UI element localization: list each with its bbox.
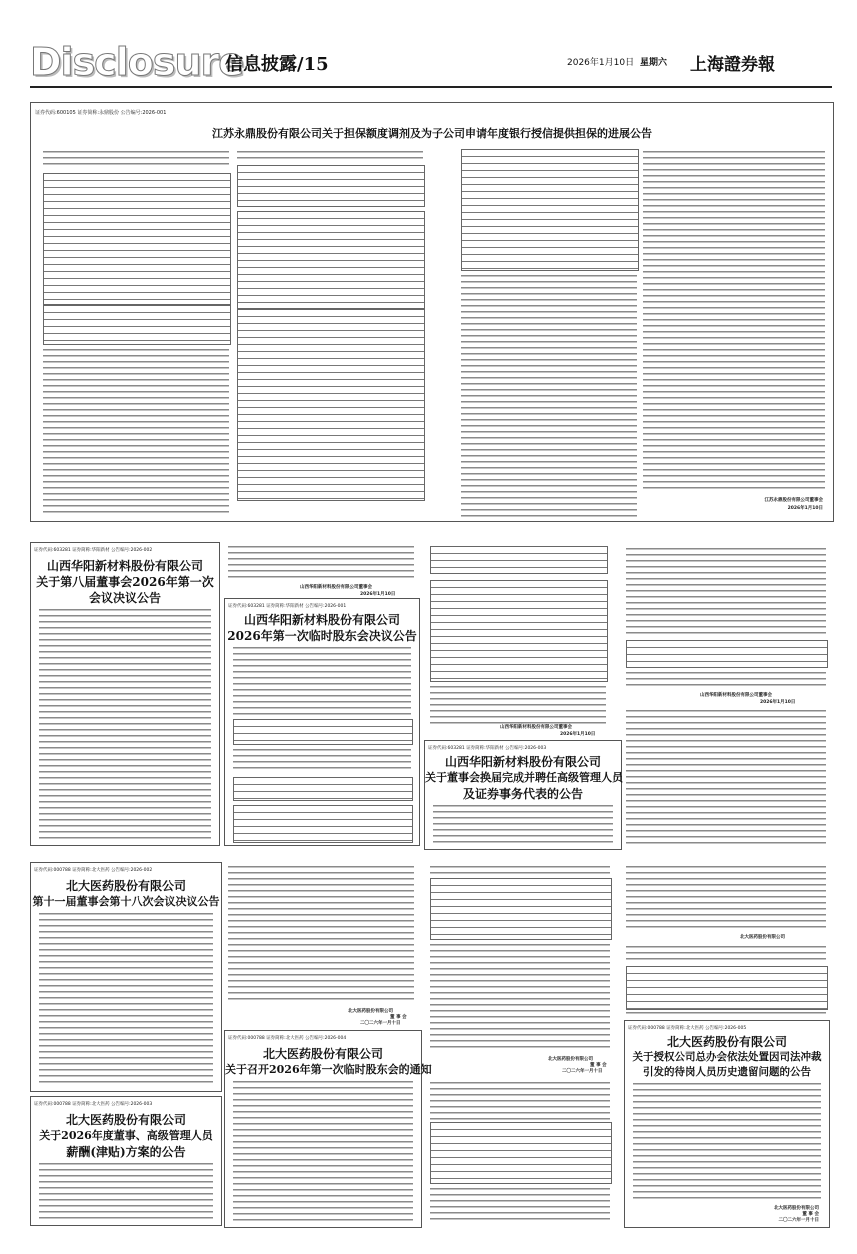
article-code: 证券代码:603281 证券简称:华阳新材 公告编号:2026-002 [34,548,153,553]
article-title-line2: 关于召开2026年第一次临时股东会的通知 [225,1063,432,1076]
signature-date: 2026年1月10日 [560,732,596,737]
guarantee-table [43,173,231,305]
signature-org: 山西华阳新材料股份有限公司董事会 [500,725,572,730]
article-pku-meeting-notice [224,1030,432,1228]
article-code: 证券代码:000788 证券简称:北大医药 公告编号:2026-004 [228,1036,347,1041]
text-column [633,1081,821,1201]
signature-date: 二〇二六年一月十日 [360,1021,401,1026]
article-yongding [30,102,834,522]
subsidiary-info-table [461,149,639,271]
signature-org: 北大医药股份有限公司 [348,1009,393,1014]
article-title-line3: 引发的待岗人员历史遗留问题的公告 [643,1066,811,1078]
article-code: 证券代码:603281 证券简称:华阳新材 公告编号:2026-001 [228,604,347,609]
text-column [461,273,637,517]
guarantee-summary-table [43,305,231,345]
text-column [430,942,610,1052]
article-title-line1: 北大医药股份有限公司 [65,1113,186,1127]
article-pku-authorization [624,1020,830,1228]
text-column [233,747,411,773]
signature-org: 山西华阳新材料股份有限公司董事会 [300,585,372,590]
article-title-line2: 2026年第一次临时股东会决议公告 [227,629,417,643]
signature-org-2: 董 事 会 [802,1212,819,1217]
article-title-line1: 山西华阳新材料股份有限公司 [444,755,601,769]
text-column [233,1079,413,1223]
article-title: 江苏永鼎股份有限公司关于担保额度调剂及为子公司申请年度银行授信提供担保的进展公告 [212,127,652,140]
signature-org: 北大医药股份有限公司 [548,1057,593,1062]
article-title-line1: 山西华阳新材料股份有限公司 [243,613,400,627]
director-election-table [430,580,608,682]
text-column [228,864,414,1004]
text-column [39,911,213,1087]
signature-date: 2026年1月10日 [760,700,796,705]
signature-date: 2026年1月10日 [787,506,823,511]
vote-table [233,805,413,843]
article-title-line2: 关于董事会换届完成并聘任高级管理人员 [425,771,623,784]
text-column [233,645,411,717]
text-column [39,1161,213,1221]
article-code: 证券代码:603281 证券简称:华阳新材 公告编号:2026-003 [428,746,547,751]
article-title-line1: 北大医药股份有限公司 [262,1047,383,1061]
text-column [626,546,826,636]
article-pku-board [30,862,222,1092]
article-code: 证券代码:000788 证券简称:北大医药 公告编号:2026-003 [34,1102,153,1107]
agenda-table [430,878,612,940]
article-code: 证券代码:600105 证券简称:永鼎股份 公告编号:2026-001 [35,110,167,116]
text-column [626,708,826,848]
article-huayang-meeting [224,598,420,846]
text-column [626,670,826,690]
signature-date: 二〇二六年一月十日 [778,1218,819,1223]
signature-org: 山西华阳新材料股份有限公司董事会 [700,693,772,698]
section-title: 信息披露/15 [225,54,329,75]
article-pku-compensation [30,1096,222,1226]
contact-table [626,640,828,668]
text-column [626,864,826,928]
dateline [567,55,667,68]
text-column [643,149,825,489]
subsidiary-info-table [237,211,425,309]
disclosure-logo: Disclosure [30,40,244,84]
signature-org-2: 董 事 会 [390,1015,407,1020]
ballot-table [626,966,828,1010]
signature-org: 江苏永鼎股份有限公司董事会 [764,498,823,503]
issue-weekday: 星期六 [639,58,667,68]
text-column [430,864,610,874]
article-title-line1: 北大医药股份有限公司 [65,879,186,893]
article-title-line2: 关于授权公司总办会依法处置因司法冲裁 [632,1051,822,1063]
signature-org-2: 董 事 会 [590,1063,607,1068]
text-column [430,684,606,724]
proxy-table [430,1122,612,1184]
article-title-line3: 及证券事务代表的公告 [462,787,583,801]
text-column [626,1010,826,1018]
signature-date: 二〇二六年一月十日 [562,1069,603,1074]
signature-org: 北大医药股份有限公司 [740,935,785,940]
text-column [433,803,613,845]
signature-org: 北大医药股份有限公司 [774,1206,819,1211]
adjustment-table [237,165,425,207]
vote-table [430,546,608,574]
article-code: 证券代码:000788 证券简称:北大医药 公告编号:2026-002 [34,868,153,873]
text-column [430,1080,610,1120]
article-title-line3: 会议决议公告 [88,591,161,605]
text-column [228,544,414,580]
article-title-line3: 薪酬(津贴)方案的公告 [66,1145,186,1159]
text-column [626,944,826,964]
article-huayang-board [30,542,220,846]
article-huayang-executives [424,740,622,850]
article-code: 证券代码:000788 证券简称:北大医药 公告编号:2026-005 [628,1026,747,1031]
text-column [43,347,229,517]
article-title-line2: 第十一届董事会第十八次会议决议公告 [32,895,220,908]
article-title-line2: 关于2026年度董事、高级管理人员 [39,1129,213,1142]
header-rule [30,86,832,88]
vote-table [233,777,413,801]
article-title-line1: 北大医药股份有限公司 [666,1035,787,1049]
newspaper-brand: 上海證券報 [690,55,775,75]
text-column [237,149,423,161]
article-title-line1: 山西华阳新材料股份有限公司 [46,559,203,573]
issue-date: 2026年1月10日 [567,58,635,68]
vote-table [233,719,413,745]
text-column [43,149,229,169]
text-column [430,1186,610,1224]
article-title-line2: 关于第八届董事会2026年第一次 [36,575,214,589]
subsidiary-info-table [237,309,425,501]
signature-date: 2026年1月10日 [360,592,396,597]
text-column [39,607,211,843]
